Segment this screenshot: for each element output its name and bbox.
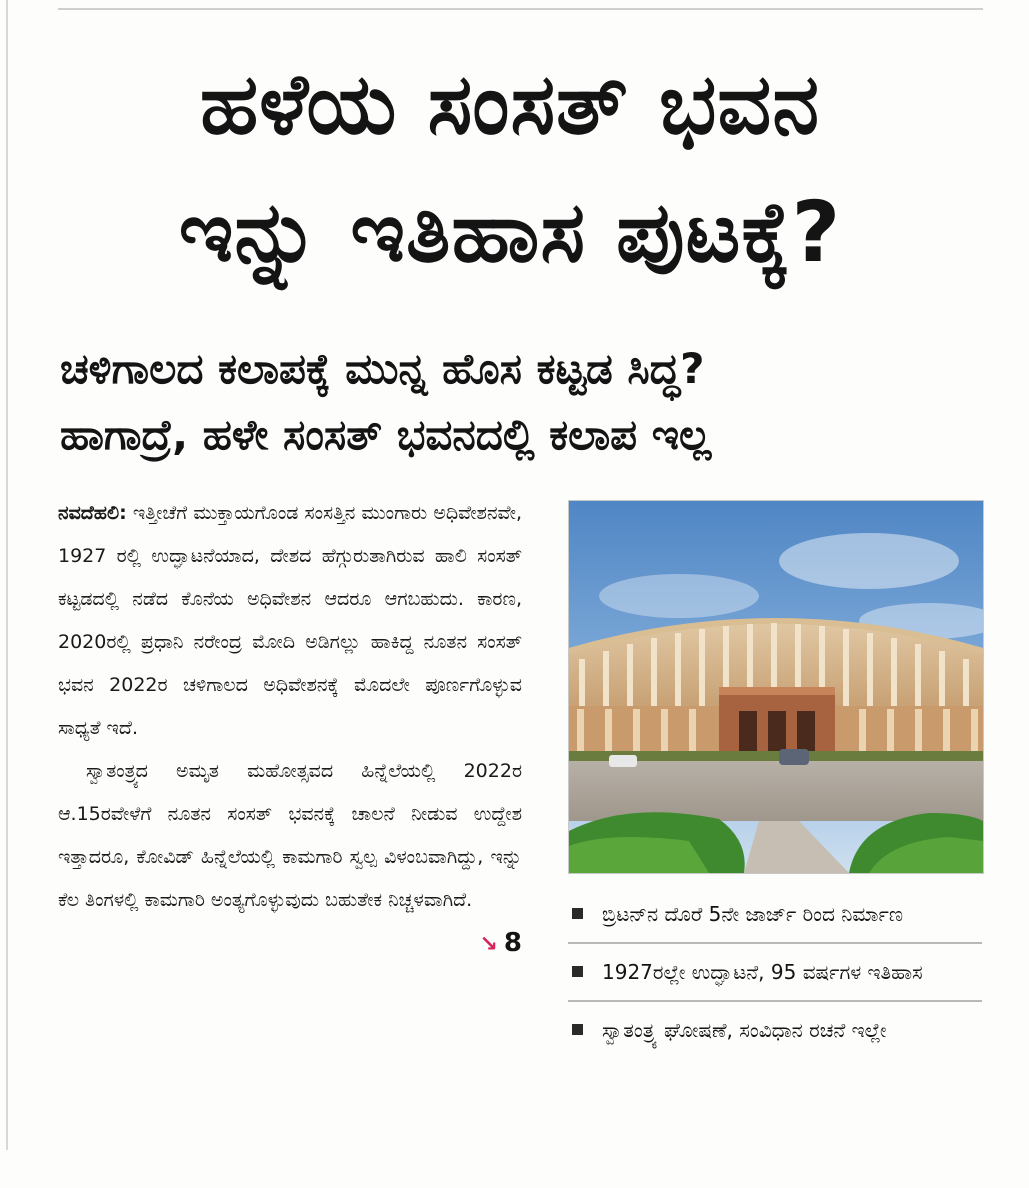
- continued-on-page: [451, 922, 522, 966]
- fact-text: ಬ್ರಿಟನ್‌ನ ದೊರೆ 5ನೇ ಜಾರ್ಜ್ ರಿಂದ ನಿರ್ಮಾಣ: [602, 902, 904, 926]
- subheadline-line-2: ಹಾಗಾದ್ರೆ, ಹಳೇ ಸಂಸತ್ ಭವನದಲ್ಲಿ ಕಲಾಪ ಇಲ್ಲ: [60, 410, 712, 459]
- top-divider: [58, 8, 983, 10]
- subheadline-line-1: ಚಳಿಗಾಲದ ಕಲಾಪಕ್ಕೆ ಮುನ್ನ ಹೊಸ ಕಟ್ಟಡ ಸಿದ್ಧ?: [60, 344, 705, 393]
- article-body: [58, 492, 522, 966]
- square-bullet-icon: [572, 966, 583, 977]
- subheadline: [60, 336, 990, 468]
- fact-text: ಸ್ವಾತಂತ್ರ್ಯ ಘೋಷಣೆ, ಸಂವಿಧಾನ ರಚನೆ ಇಲ್ಲೇ: [602, 1018, 887, 1042]
- article-paragraph-1: [58, 492, 522, 750]
- headline: [30, 40, 990, 296]
- fact-item: [568, 942, 982, 1000]
- arrow-down-right-icon: ↘: [479, 932, 498, 957]
- article-paragraph-2: [58, 750, 522, 958]
- headline-line-1: ಹಳೆಯ ಸಂಸತ್ ಭವನ: [199, 55, 821, 153]
- paragraph-2-text: ಸ್ವಾತಂತ್ರ್ಯದ ಅಮೃತ ಮಹೋತ್ಸವದ ಹಿನ್ನೆಲೆಯಲ್ಲಿ 2022ರ ಆ.15ರವೇಳೆಗೆ ನೂತನ ಸಂಸತ್ ಭವನಕ್ಕೆ ಚಾಲನೆ ನೀಡುವ ಉದ್ದೇಶ ಇತ್ತಾದರೂ, ಕೋವಿಡ್ ಹಿನ್ನೆಲೆಯಲ್ಲಿ ಕಾಮಗಾರಿ ಸ್ವಲ್ಪ ವಿಳಂಬವಾಗಿದ್ದು, ಇನ್ನು ಕೆಲ ತಿಂಗಳಲ್ಲಿ ಕಾಮಗಾರಿ ಅಂತ್ಯಗೊಳ್ಳುವುದು ಬಹುತೇಕ ನಿಚ್ಚಳವಾಗಿದೆ.: [58, 760, 522, 911]
- square-bullet-icon: [572, 908, 583, 919]
- headline-line-2: ಇನ್ನು ಇತಿಹಾಸ ಪುಟಕ್ಕೆ?: [178, 183, 842, 281]
- fact-box: [568, 886, 982, 1058]
- column-divider: [6, 0, 8, 1150]
- fact-item: [568, 1000, 982, 1058]
- paragraph-1-text: ಇತ್ತೀಚೆಗೆ ಮುಕ್ತಾಯಗೊಂಡ ಸಂಸತ್ತಿನ ಮುಂಗಾರು ಅಧಿವೇಶನವೇ, 1927 ರಲ್ಲಿ ಉದ್ಘಾಟನೆಯಾದ, ದೇಶದ ಹೆಗ್ಗುರುತಾಗಿರುವ ಹಾಲಿ ಸಂಸತ್ ಕಟ್ಟಡದಲ್ಲಿ ನಡೆದ ಕೊನೆಯ ಅಧಿವೇಶನ ಆದರೂ ಆಗಬಹುದು. ಕಾರಣ, 2020ರಲ್ಲಿ ಪ್ರಧಾನಿ ನರೇಂದ್ರ ಮೋದಿ ಅಡಿಗಲ್ಲು ಹಾಕಿದ್ದ ನೂತನ ಸಂಸತ್ ಭವನ 2022ರ ಚಳಿಗಾಲದ ಅಧಿವೇಶನಕ್ಕೆ ಮೊದಲೇ ಪೂರ್ಣಗೊಳ್ಳುವ ಸಾಧ್ಯತೆ ಇದೆ.: [58, 502, 522, 739]
- fact-item: [568, 886, 982, 942]
- dateline: ನವದೆಹಲಿ:: [58, 502, 127, 524]
- parliament-photo: [568, 500, 984, 874]
- continued-page-number: 8: [503, 928, 522, 958]
- fact-text: 1927ರಲ್ಲೇ ಉದ್ಘಾಟನೆ, 95 ವರ್ಷಗಳ ಇತಿಹಾಸ: [602, 960, 923, 984]
- square-bullet-icon: [572, 1024, 583, 1035]
- parliament-building-image: [569, 501, 983, 873]
